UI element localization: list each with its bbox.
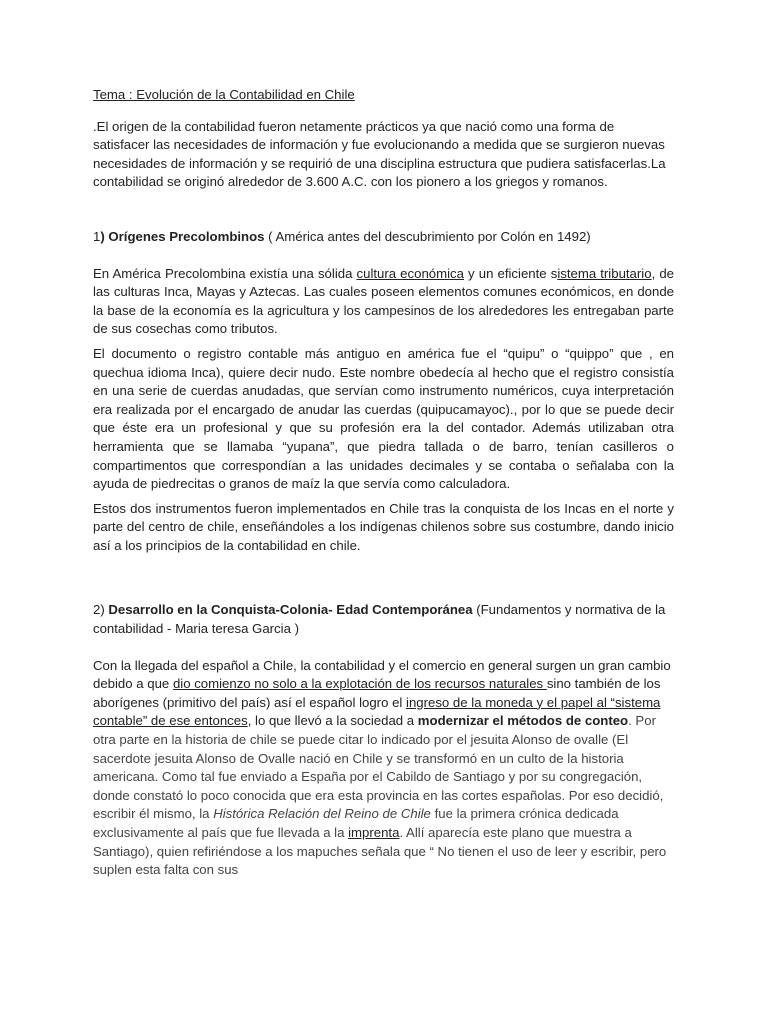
section1-paragraph-3: Estos dos instrumentos fueron implementados en Chile tras la conquista de los Incas en el norte y parte del centro de chile, enseñándoles a los indígenas chilenos sobre sus costumbre, dando inicio así a los principios de la contabilidad en chile. [93,500,674,553]
section1-subtitle: ( América antes del descubrimiento por Colón en 1492) [264,228,591,244]
text-run: , lo que llevó a la sociedad a [247,713,418,729]
text-run: . Allí aparecía este plano que muestra a Santiago), quien refiriéndose a los mapuches señala que “ No tienen el uso de leer y escribir, pero suplen esta falta con sus [93,825,667,878]
text-run: , de las culturas Inca, Mayas y Aztecas. Las cuales poseen elementos comunes económicos, en donde la base de la economía es la agricultura y los campesinos de los alrededores les entregaban parte de sus cosechas como tributos. [93,265,674,337]
underlined-term: dio comienzo no solo a la explotación de los recursos naturales [172,676,547,692]
document-page [93,86,674,880]
text-run: sino también de los aborígenes (primitivo del país) así el español logro el [93,676,661,710]
text-run: Con la llegada del español a Chile, la contabilidad y el comercio en general surgen un gran cambio debido a que [93,657,671,692]
section1-title: ) Orígenes Precolombinos [100,228,265,244]
underlined-term: istema tributario [557,265,652,281]
underlined-term: ingreso de la moneda y el papel al “sistema contable” de ese entonces [93,694,661,729]
section1-number: 1 [93,228,101,244]
intro-paragraph: .El origen de la contabilidad fueron netamente prácticos ya que nació como una forma de satisfacer las necesidades de información y fue evolucionando a medida que se surgieron nuevas necesidades de información y se requirió de una disciplina estructura que pudiera satisfacerlas.La contabilidad se originó alrededor de 3.600 A.C. con los pionero a los griegos y romanos. [93,118,666,190]
text-run: . Por otra parte en la historia de chile se puede citar lo indicado por el jesuita Alonso de ovalle (El sacerdote jesuita Alonso de Ovalle nació en Chile y se transformó en un culto de la historia americana. Como tal fue enviado a España por el Cabildo de Santiago y por su congregación, donde constató lo poco conocida que era esta provincia en las cortes españolas. Por eso decidió, escribir él mismo, la [93,713,664,822]
text-run: fue la primera crónica dedicada exclusivamente al país que fue llevada a la [93,806,619,840]
section1-paragraph-1 [93,265,674,339]
bold-term: modernizar el métodos de conteo [417,713,629,729]
underlined-term: cultura económica [356,265,464,281]
section2-heading [93,601,674,638]
text-run: y un eficiente s [463,265,558,281]
section2-title: Desarrollo en la Conquista-Colonia- Edad Contemporánea [108,602,473,618]
text-run: En América Precolombina existía una sólida [93,265,357,281]
book-title: Histórica Relación del Reino de Chile [213,806,431,822]
section1-paragraph-2: El documento o registro contable más antiguo en américa fue el “quipu” o “quippo” que , en quechua idioma Inca), quiere decir nudo. Este nombre obedecía al hecho que el registro consistía en una serie de cuerdas anudadas, que servían como instrumento numéricos, cuya interpretación era realizada por el encargado de anudar las cuerdas (quipucamayoc)., por lo que se puede decir que éste era un profesional y que su profesión era la del contador. Además utilizaban otra herramienta que se llamaba “yupana”, que piedra tallada o de barro, tenían casilleros o compartimentos que correspondían a las unidades decimales y se contaba o señalaba con la ayuda de piedrecitas o granos de maíz la que servía como calculadora. [93,345,674,492]
section1-heading [93,228,674,247]
document-title: Tema : Evolución de la Contabilidad en Chile [93,87,355,102]
section2-number: 2) [93,602,109,618]
section2-subtitle: (Fundamentos y normativa de la contabilidad - Maria teresa Garcia ) [93,602,666,637]
underlined-term: imprenta [348,825,400,840]
section2-paragraph-1 [93,657,674,880]
